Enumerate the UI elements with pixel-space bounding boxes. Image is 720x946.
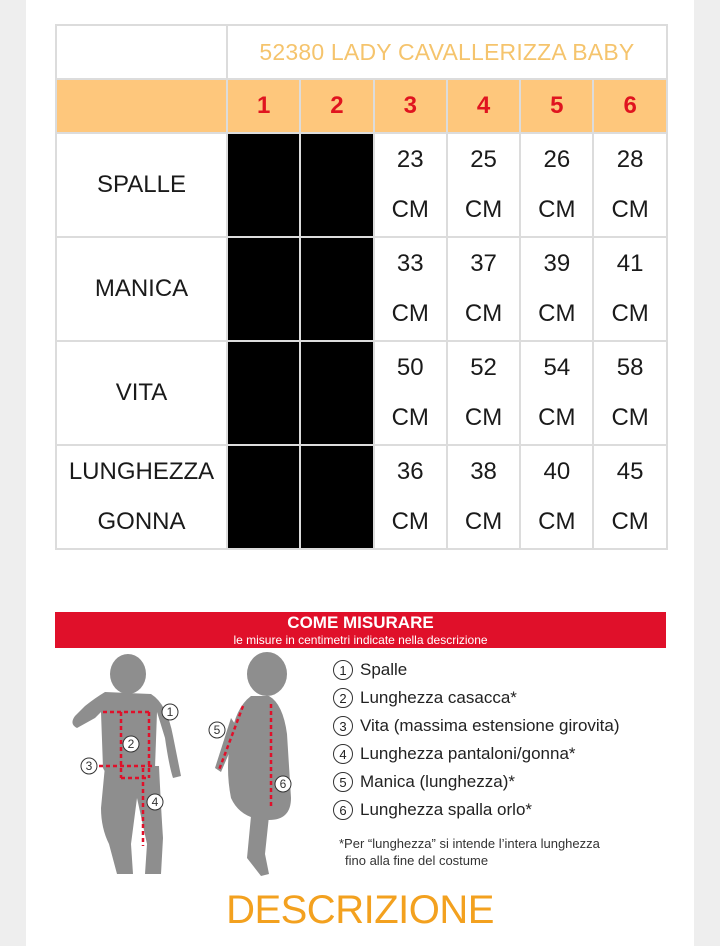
value-unit: CM — [391, 508, 429, 535]
measure-legend — [333, 656, 620, 824]
unavailable-cell — [300, 133, 373, 237]
number-circle-icon: 6 — [333, 800, 353, 820]
value-number: 50 — [396, 354, 424, 381]
value-unit: CM — [611, 404, 649, 431]
row-label-text: MANICA — [94, 275, 189, 302]
value-number: 33 — [396, 250, 424, 277]
value-number: 40 — [543, 458, 571, 485]
legend-text: Manica (lunghezza)* — [360, 772, 515, 791]
table-row — [56, 133, 667, 237]
value-cell — [374, 445, 447, 549]
value-number: 52 — [470, 354, 497, 381]
table-row — [56, 237, 667, 341]
size-header-5: 5 — [520, 79, 593, 133]
list-item — [333, 796, 620, 824]
legend-text: Lunghezza casacca* — [360, 688, 517, 707]
value-number: 58 — [616, 354, 644, 381]
list-item — [333, 684, 620, 712]
value-cell — [593, 133, 666, 237]
child-figures-illustration — [55, 648, 325, 882]
value-cell — [593, 237, 666, 341]
legend-text: Spalle — [360, 660, 408, 679]
row-label-text: LUNGHEZZA — [68, 458, 215, 485]
row-label — [56, 445, 227, 549]
guide-title: COME MISURARE — [287, 613, 434, 632]
value-number: 37 — [470, 250, 497, 277]
table-row — [56, 445, 667, 549]
value-unit: CM — [464, 196, 503, 223]
value-cell — [447, 237, 520, 341]
guide-subtitle: le misure in centimetri indicate nella descrizione — [233, 633, 488, 647]
marker-5: 5 — [213, 723, 221, 737]
value-cell — [593, 341, 666, 445]
unavailable-cell — [300, 341, 373, 445]
number-circle-icon: 3 — [333, 716, 353, 736]
length-note — [339, 835, 600, 869]
row-label-text: GONNA — [97, 508, 186, 535]
value-unit: CM — [464, 404, 503, 431]
value-number: 39 — [543, 250, 571, 277]
measure-guide — [55, 612, 666, 882]
value-cell — [447, 341, 520, 445]
note-line-2: fino alla fine del costume — [345, 853, 489, 868]
unavailable-cell — [227, 133, 300, 237]
size-header-6: 6 — [593, 79, 666, 133]
value-cell — [374, 237, 447, 341]
value-number: 38 — [470, 458, 497, 485]
number-circle-icon: 2 — [333, 688, 353, 708]
value-cell — [374, 133, 447, 237]
header-corner-cell — [56, 79, 227, 133]
value-cell — [593, 445, 666, 549]
number-circle-icon: 5 — [333, 772, 353, 792]
number-circle-icon: 1 — [333, 660, 353, 680]
value-number: 23 — [396, 146, 424, 173]
table-title-row — [56, 25, 667, 79]
marker-6: 6 — [279, 777, 287, 791]
value-number: 25 — [470, 146, 497, 173]
product-title: 52380 LADY CAVALLERIZZA BABY — [227, 25, 667, 79]
value-cell — [374, 341, 447, 445]
size-chart-table — [55, 24, 668, 550]
value-cell — [520, 133, 593, 237]
size-header-row — [56, 79, 667, 133]
row-label-text: VITA — [115, 379, 168, 406]
value-number: 36 — [396, 458, 424, 485]
value-number: 28 — [616, 146, 644, 173]
row-label — [56, 133, 227, 237]
unavailable-cell — [227, 341, 300, 445]
value-number: 41 — [616, 250, 644, 277]
value-unit: CM — [391, 404, 429, 431]
row-label-text: SPALLE — [97, 171, 186, 198]
marker-2: 2 — [127, 737, 135, 751]
marker-4: 4 — [151, 795, 159, 809]
value-cell — [520, 445, 593, 549]
table-row — [56, 341, 667, 445]
value-unit: CM — [464, 300, 503, 327]
value-cell — [520, 237, 593, 341]
unavailable-cell — [227, 445, 300, 549]
value-cell — [447, 445, 520, 549]
value-cell — [447, 133, 520, 237]
marker-1: 1 — [166, 705, 174, 719]
section-heading: DESCRIZIONE — [226, 888, 494, 932]
child-side-silhouette-icon — [215, 652, 291, 876]
value-number: 54 — [543, 354, 571, 381]
value-number: 45 — [616, 458, 644, 485]
value-unit: CM — [611, 300, 649, 327]
legend-text: Vita (massima estensione girovita) — [360, 716, 620, 735]
size-header-3: 3 — [374, 79, 447, 133]
legend-text: Lunghezza pantaloni/gonna* — [360, 744, 576, 763]
value-unit: CM — [538, 508, 576, 535]
list-item — [333, 768, 620, 796]
value-unit: CM — [464, 508, 503, 535]
value-unit: CM — [538, 404, 576, 431]
value-unit: CM — [391, 300, 429, 327]
value-unit: CM — [391, 196, 429, 223]
size-header-1: 1 — [227, 79, 300, 133]
value-unit: CM — [538, 300, 576, 327]
unavailable-cell — [300, 237, 373, 341]
size-header-4: 4 — [447, 79, 520, 133]
guide-banner — [55, 612, 666, 648]
empty-corner-cell — [56, 25, 227, 79]
size-header-2: 2 — [300, 79, 373, 133]
unavailable-cell — [227, 237, 300, 341]
list-item — [333, 740, 620, 768]
value-number: 26 — [543, 146, 571, 173]
unavailable-cell — [300, 445, 373, 549]
note-line-1: *Per “lunghezza” si intende l’intera lunghezza — [339, 836, 600, 851]
value-unit: CM — [611, 196, 649, 223]
value-unit: CM — [611, 508, 649, 535]
row-label — [56, 341, 227, 445]
marker-3: 3 — [85, 759, 93, 773]
legend-text: Lunghezza spalla orlo* — [360, 800, 533, 819]
value-unit: CM — [538, 196, 576, 223]
list-item — [333, 656, 620, 684]
number-circle-icon: 4 — [333, 744, 353, 764]
list-item — [333, 712, 620, 740]
row-label — [56, 237, 227, 341]
value-cell — [520, 341, 593, 445]
